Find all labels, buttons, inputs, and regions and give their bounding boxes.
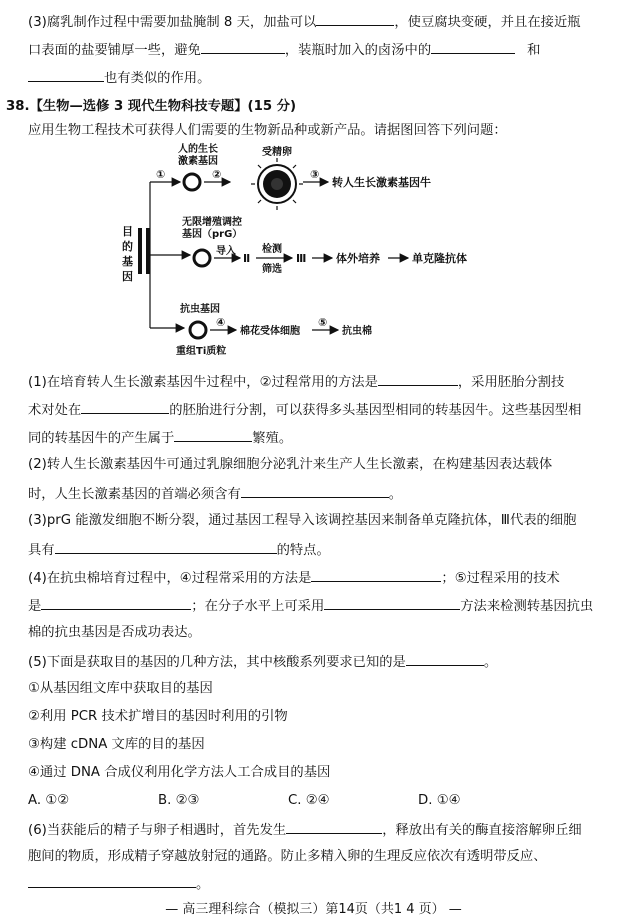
q6-line-2: 胞间的物质，形成精子穿越放射冠的通路。防止多精入卵的生理反应依次有透明带反应、 — [28, 849, 547, 864]
top-line-1: (3)腐乳制作过程中需要加盐腌制 8 天，加盐可以 ，使豆腐块变硬，并且在接近瓶 — [28, 12, 581, 32]
question-38-title: 38.【生物—选修 3 现代生物科技专题】(15 分) — [6, 99, 297, 114]
target-gene-char: 基 — [122, 255, 133, 268]
q3-line-1: (3)prG 能激发细胞不断分裂，通过基因工程导入该调控基因来制备单克隆抗体，Ⅲ代表的细胞 — [28, 513, 577, 528]
answer-blank[interactable] — [28, 68, 104, 82]
gene1-label: 激素基因 — [178, 156, 218, 167]
product-3-label: 抗虫棉 — [342, 326, 372, 337]
answer-blank[interactable] — [81, 400, 169, 414]
answer-blank[interactable] — [286, 820, 382, 834]
product-2-label: 单克隆抗体 — [412, 252, 467, 265]
product-1-label: 转人生长激素基因牛 — [332, 176, 431, 189]
q5-option-c[interactable]: C. ②④ — [288, 793, 330, 808]
q5-stem: (5)下面是获取目的基因的几种方法，其中核酸系列要求已知的是 。 — [28, 652, 497, 672]
q1-line-1: (1)在培育转人生长激素基因牛过程中，②过程常用的方法是 ，采用胚胎分割技 — [28, 372, 564, 392]
step-2-label: ② — [212, 168, 222, 181]
q3-line-2: 具有 的特点。 — [28, 540, 330, 560]
import-label: 导入 — [216, 246, 236, 257]
q5-item: ①从基因组文库中获取目的基因 — [28, 681, 213, 696]
gene2-label: 无限增殖调控 — [182, 217, 242, 228]
q4-line-1: (4)在抗虫棉培育过程中，④过程常采用的方法是 ；⑤过程采用的技术 — [28, 568, 560, 588]
answer-blank[interactable] — [431, 40, 515, 54]
step-5-label: ⑤ — [318, 316, 328, 329]
q1-line-2: 术对处在 的胚胎进行分割，可以获得多头基因型相同的转基因牛。这些基因型相 — [28, 400, 581, 420]
q6-line-1: (6)当获能后的精子与卵子相遇时，首先发生 ，释放出有关的酶直接溶解卵丘细 — [28, 820, 582, 840]
q2-line-2: 时，人生长激素基因的首端必须含有 。 — [28, 484, 402, 504]
dna-strand — [146, 228, 150, 274]
answer-blank[interactable] — [316, 12, 394, 26]
q5-item: ②利用 PCR 技术扩增目的基因时利用的引物 — [28, 709, 288, 724]
answer-blank[interactable] — [41, 596, 191, 610]
target-gene-char: 因 — [122, 270, 133, 283]
question-38-intro: 应用生物工程技术可获得人们需要的生物新品种或新产品。请据图回答下列问题： — [28, 123, 507, 138]
gene3-label: 抗虫基因 — [180, 304, 220, 315]
plasmid-icon — [184, 174, 200, 190]
step-3-label: ③ — [310, 168, 320, 181]
q5-option-a[interactable]: A. ①② — [28, 793, 70, 808]
screen-label: 筛选 — [262, 264, 282, 275]
cell-3-label: Ⅲ — [296, 252, 307, 265]
q6-line-3: 。 — [28, 874, 209, 894]
detect-label: 检测 — [262, 244, 282, 255]
target-gene-char: 的 — [122, 240, 133, 253]
gene1-label: 人的生长 — [178, 144, 218, 155]
page-footer: — 高三理科综合（模拟三）第14页（共1 4 页） — — [165, 902, 462, 917]
cell-2-label: Ⅱ — [243, 252, 251, 265]
answer-blank[interactable] — [324, 596, 460, 610]
answer-blank[interactable] — [241, 484, 389, 498]
culture-label: 体外培养 — [336, 252, 380, 265]
egg-label: 受精卵 — [262, 147, 292, 158]
recipient-label: 棉花受体细胞 — [240, 326, 300, 337]
top-line-2: 口表面的盐要铺厚一些，避免 ，装瓶时加入的卤汤中的 和 — [28, 40, 540, 60]
answer-blank[interactable] — [201, 40, 285, 54]
answer-blank[interactable] — [28, 874, 196, 888]
q5-option-d[interactable]: D. ①④ — [418, 793, 461, 808]
q2-line-1: (2)转人生长激素基因牛可通过乳腺细胞分泌乳汁来生产人生长激素，在构建基因表达载体 — [28, 457, 553, 472]
plasmid-icon — [194, 250, 210, 266]
dna-strand — [138, 228, 142, 274]
answer-blank[interactable] — [406, 652, 484, 666]
plasmid-label: 重组Ti质粒 — [176, 346, 227, 357]
q5-item: ③构建 cDNA 文库的目的基因 — [28, 737, 205, 752]
q4-line-2: 是 ；在分子水平上可采用 方法来检测转基因抗虫 — [28, 596, 593, 616]
top-line-3: 也有类似的作用。 — [28, 68, 210, 88]
answer-blank[interactable] — [378, 372, 458, 386]
gene2-label: 基因（prG） — [182, 229, 243, 240]
answer-blank[interactable] — [311, 568, 441, 582]
step-4-label: ④ — [216, 316, 226, 329]
plasmid-icon — [190, 322, 206, 338]
q1-line-3: 同的转基因牛的产生属于 繁殖。 — [28, 428, 292, 448]
answer-blank[interactable] — [55, 540, 277, 554]
q4-line-3: 棉的抗虫基因是否成功表达。 — [28, 625, 201, 640]
answer-blank[interactable] — [174, 428, 252, 442]
step-1-label: ① — [156, 168, 166, 181]
q5-option-b[interactable]: B. ②③ — [158, 793, 200, 808]
target-gene-char: 目 — [122, 225, 133, 238]
q5-item: ④通过 DNA 合成仪利用化学方法人工合成目的基因 — [28, 765, 331, 780]
gene-engineering-diagram — [100, 140, 520, 360]
fertilized-egg-icon — [251, 158, 303, 210]
